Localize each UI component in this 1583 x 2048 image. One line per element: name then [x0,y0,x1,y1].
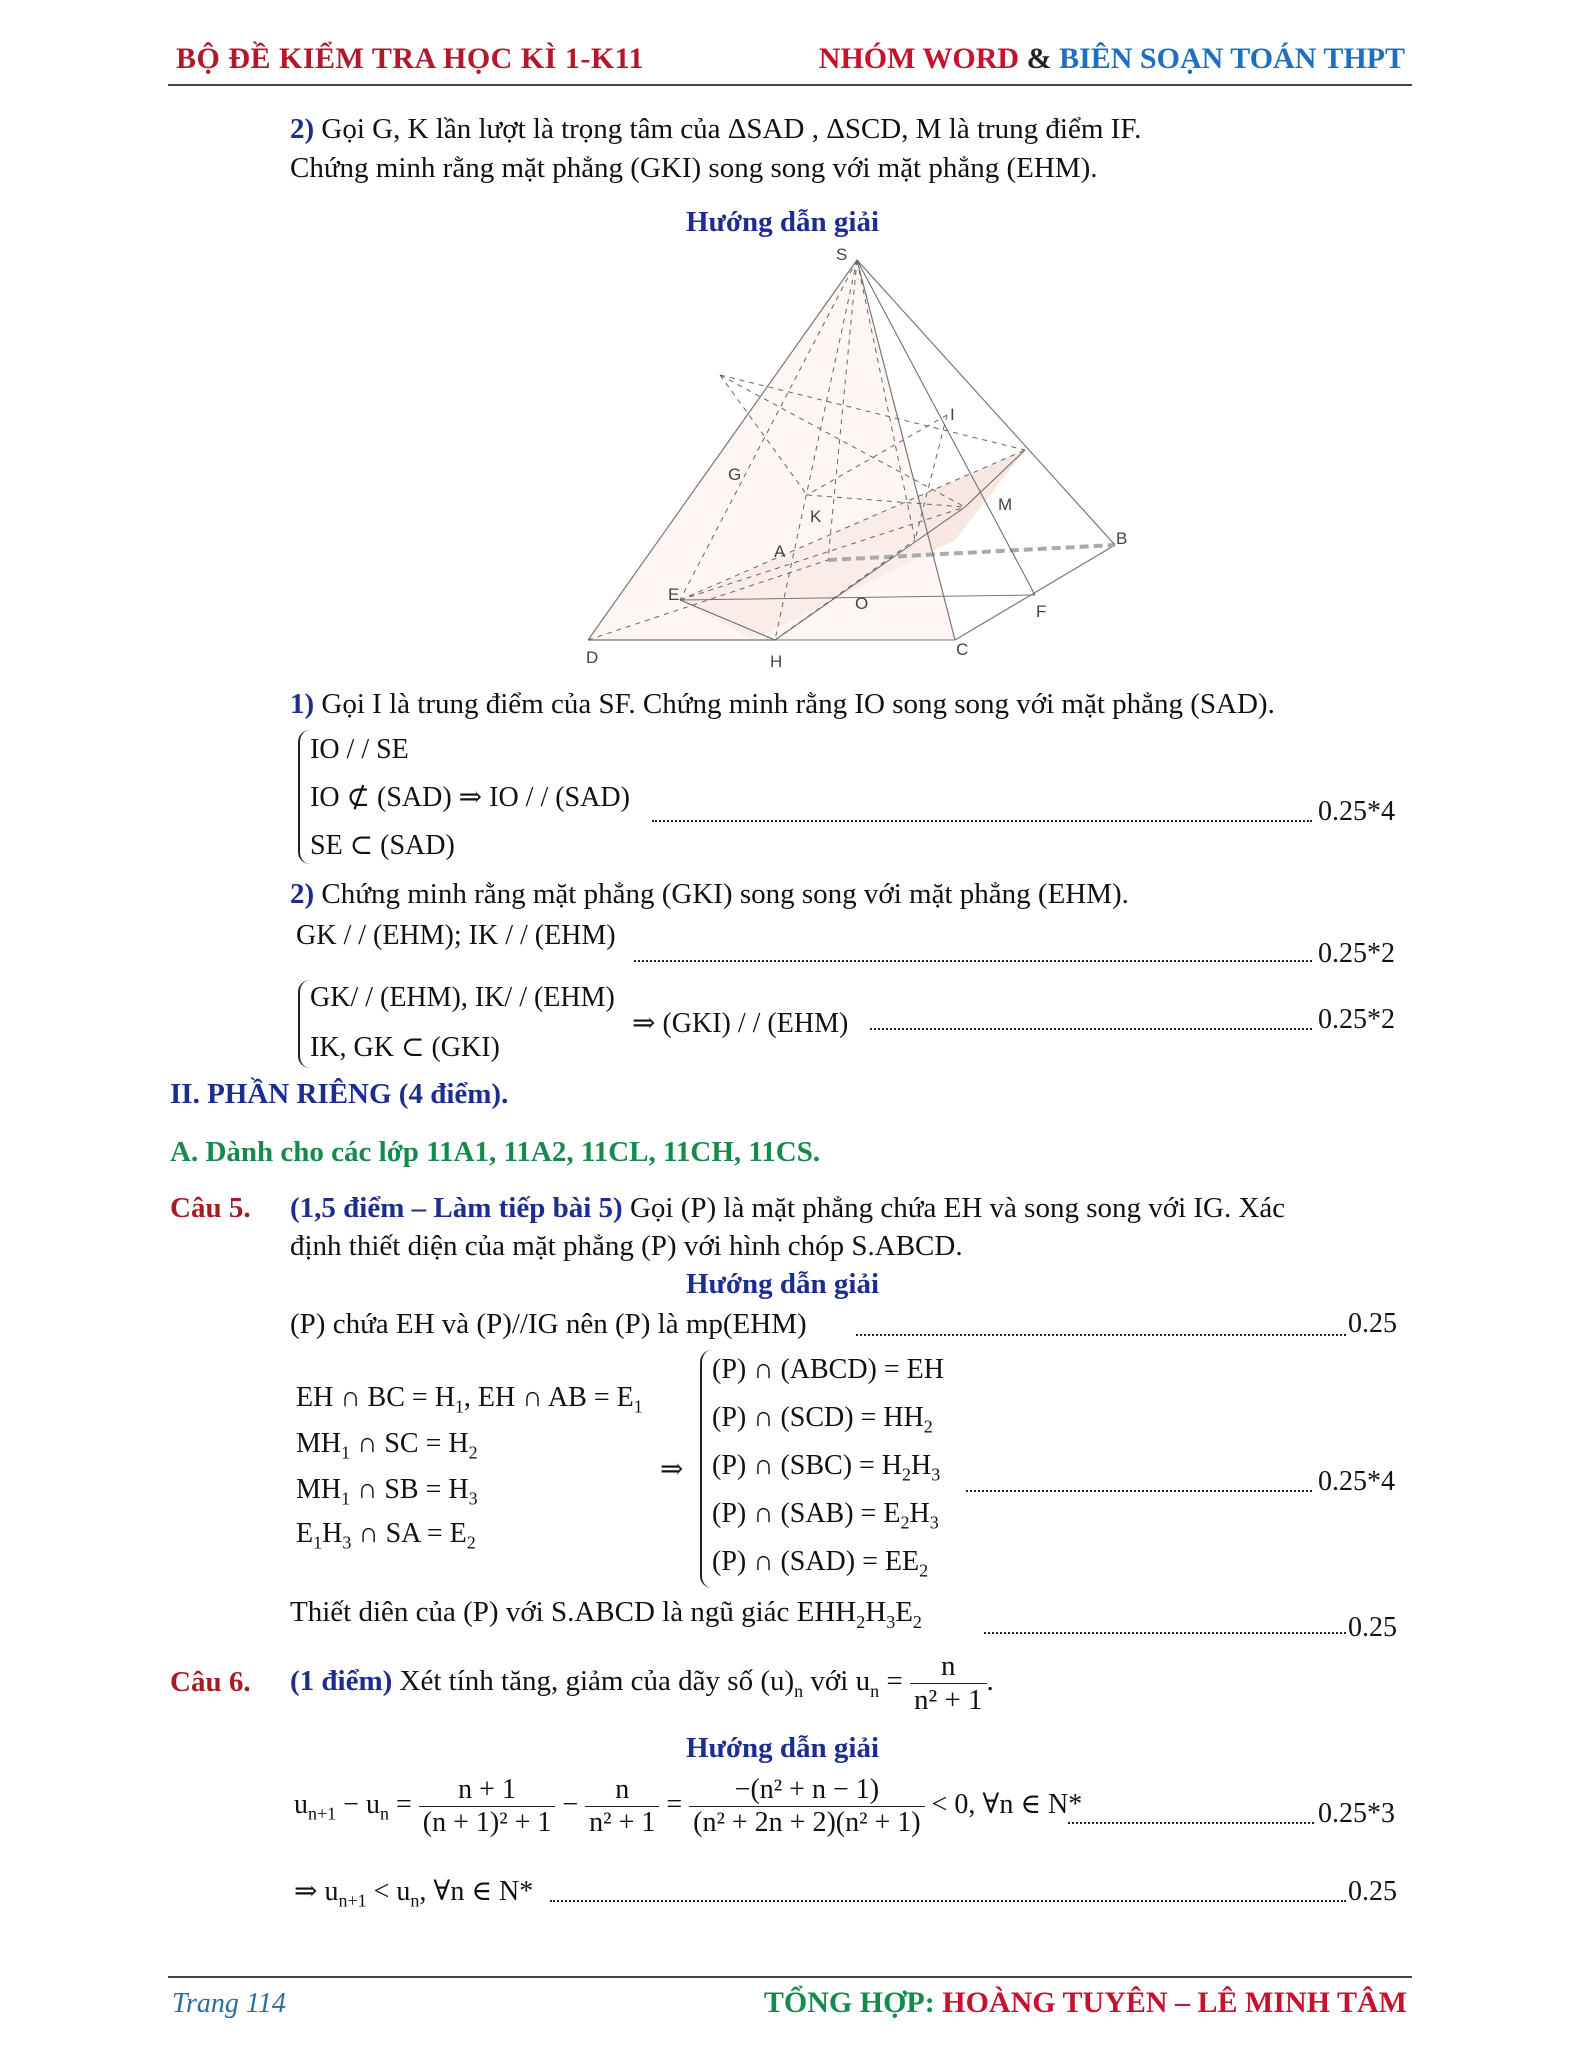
q6-score2: 0.25 [1348,1876,1397,1907]
sol2-score2: 0.25*2 [1318,1004,1395,1035]
q6-dots1 [1068,1822,1314,1824]
header-ampersand: & [1026,42,1052,75]
sol2-dots2 [870,1028,1312,1030]
q5-right4: (P) ∩ $(SAB) = E_2H_3$ [712,1498,939,1533]
header-subject: BIÊN SOẠN TOÁN THPT [1059,42,1405,75]
sol2-sys1: GK/ / (EHM), IK/ / (EHM) [310,982,615,1013]
fig-label-F: F [1036,602,1047,621]
guide-heading-q5: Hướng dẫn giải [686,1268,880,1300]
page-number: Trang 114 [172,1988,286,2019]
fig-label-G: G [728,465,742,484]
q5-dots3 [984,1632,1346,1634]
q6-conclusion: ⇒ $u_{n+1} < u_n$, ∀n ∈ N* [294,1876,534,1911]
q6-fraction: $\frac{n}{\text{n² + 1}}$ [910,1650,987,1717]
sol1-line1: IO / / SE [310,734,409,765]
sol1-text: Gọi I là trung điểm của SF. Chứng minh rằng IO song song với mặt phẳng (SAD). [314,688,1275,720]
fig-label-H: H [770,652,783,671]
sol2-score1: 0.25*2 [1318,938,1395,969]
sol2-brace [298,980,310,1068]
q5-score2: 0.25*4 [1318,1466,1395,1497]
q5-brace [700,1350,712,1588]
part2-line1 [290,113,1141,146]
part2-prefix: 2) [290,113,315,145]
q6-label: Câu 6. [170,1666,251,1698]
sol1-statement [290,688,1275,721]
q5-left1: EH ∩ BC = $H_1$, EH ∩ AB = $E_1$ [296,1382,643,1417]
q5-right1: (P) ∩ (ABCD) = EH [712,1354,944,1385]
footer-rule [168,1976,1412,1978]
sol2-sys2: IK, GK ⊂ (GKI) [310,1032,500,1063]
pyramid-figure [570,245,1130,675]
header-group [819,42,1405,76]
q5-implies: ⇒ [660,1454,684,1485]
sol1-dots [652,820,1312,822]
q6-derivation: $u_{n+1} - u_n$ = $\frac{n + 1}{\text{(n + 1)² + 1}}$ − $\frac{n}{\text{n² + 1}}$ = $\frac{\text{−(n² + n − 1)}}{\text{(n² + 2n + 2)(n² + 1)}}$ < 0, ∀n ∈ N* [294,1774,1083,1838]
q5-left2: $MH_1$ ∩ SC = $H_2$ [296,1428,478,1463]
q5-points: (1,5 điểm – Làm tiếp bài 5) [290,1192,623,1224]
q5-dots2 [966,1490,1312,1492]
q5-conclusion: Thiết diên của (P) với S.ABCD là ngũ giác $EHH_2H_3E_2$ [290,1596,922,1632]
sol1-brace [298,730,310,864]
sol2-result: ⇒ (GKI) / / (EHM) [632,1008,849,1039]
part2-line2: Chứng minh rằng mặt phẳng (GKI) song song với mặt phẳng (EHM). [290,152,1098,184]
fig-label-K: K [810,507,822,526]
q5-left3: $MH_1$ ∩ SB = $H_3$ [296,1474,478,1509]
q6-dots2 [550,1900,1346,1902]
header-rule [168,84,1412,86]
fig-label-B: B [1116,529,1128,548]
fig-label-E: E [668,585,680,604]
q6-statement: (1 điểm) Xét tính tăng, giảm của dãy số $(u)_n$ với $u_n$ = $\frac{n}{\text{n² + 1}}$ . [290,1650,994,1716]
sol2-text: Chứng minh rằng mặt phẳng (GKI) song song với mặt phẳng (EHM). [314,878,1129,910]
fig-label-M: M [998,495,1013,514]
footer-authors [764,1986,1407,2020]
q5-right5: (P) ∩ $(SAD) = EE_2$ [712,1546,929,1581]
sol1-line3: SE ⊂ (SAD) [310,830,455,861]
guide-heading-q6: Hướng dẫn giải [686,1732,880,1764]
guide-heading-1: Hướng dẫn giải [686,206,880,238]
q5-right3: (P) ∩ $(SBC) = H_2H_3$ [712,1450,941,1485]
fig-label-S: S [836,245,848,264]
q5-score1: 0.25 [1348,1308,1397,1339]
header-group-name: NHÓM WORD [818,42,1020,75]
sol1-line2: IO ⊄ (SAD) ⇒ IO / / (SAD) [310,782,630,813]
q5-text1: Gọi (P) là mặt phẳng chứa EH và song song với IG. Xác [622,1192,1286,1224]
sol2-dots1 [634,960,1312,962]
q5-score3: 0.25 [1348,1612,1397,1643]
q5-dots1 [856,1334,1346,1336]
fig-label-C: C [956,640,969,659]
fig-label-A: A [774,542,786,561]
fig-label-D: D [586,648,599,667]
sol2-line1: GK / / (EHM); IK / / (EHM) [296,920,616,951]
q6-score1: 0.25*3 [1318,1798,1395,1829]
q5-sol-line1: (P) chứa EH và (P)//IG nên (P) là mp(EHM) [290,1308,807,1340]
footer-label: TỔNG HỢP: [763,1986,935,2019]
q5-label: Câu 5. [170,1192,251,1224]
q5-left4: $E_1H_3$ ∩ SA = $E_2$ [296,1518,476,1553]
q5-line1 [290,1192,1285,1225]
sol2-prefix: 2) [290,878,315,910]
q5-right2: (P) ∩ $(SCD) = HH_2$ [712,1402,933,1437]
fig-label-O: O [855,594,869,613]
sol1-prefix: 1) [290,688,315,720]
section-heading-2: II. PHẦN RIÊNG (4 điểm). [170,1078,509,1110]
fig-label-I: I [950,405,955,424]
sol1-score: 0.25*4 [1318,796,1395,827]
q5-line2: định thiết diện của mặt phẳng (P) với hình chóp S.ABCD. [290,1230,963,1262]
footer-names: HOÀNG TUYÊN – LÊ MINH TÂM [934,1986,1407,2019]
sol2-statement [290,878,1129,911]
header-title: BỘ ĐỀ KIỂM TRA HỌC KÌ 1-K11 [176,42,645,75]
part2-text: Gọi G, K lần lượt là trọng tâm của ΔSAD , ΔSCD, M là trung điểm IF. [314,113,1142,145]
section-heading-a: A. Dành cho các lớp 11A1, 11A2, 11CL, 11CH, 11CS. [170,1136,821,1168]
